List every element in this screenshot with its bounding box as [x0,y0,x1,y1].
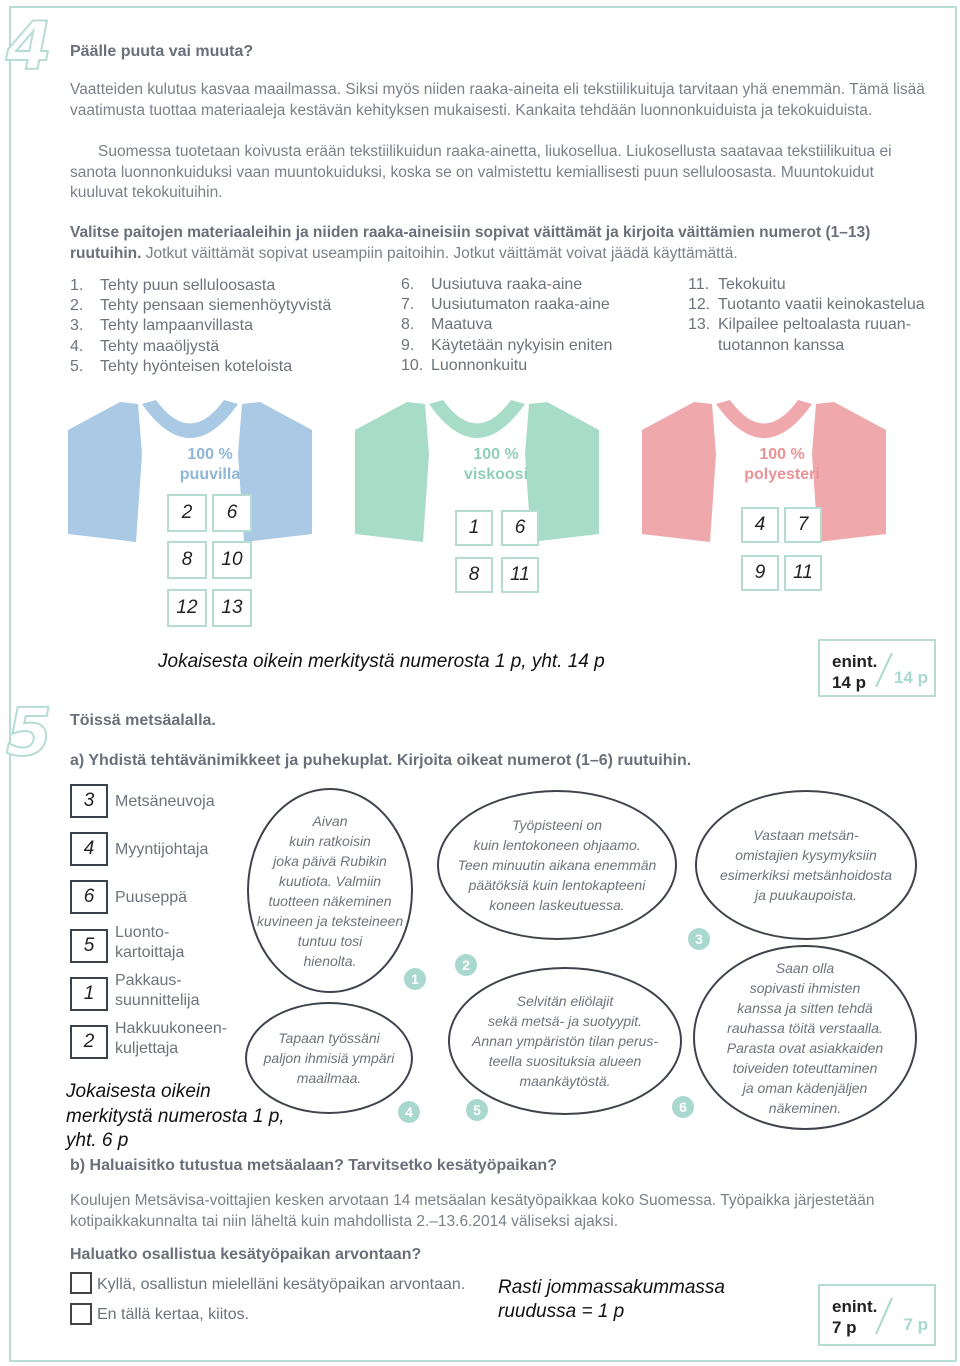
material-percent: 100 % [759,446,805,463]
statement-text: Käytetään nykyisin eniten [431,336,613,354]
statement-text: tuotannon kanssa [718,336,845,354]
role-label: Pakkaus- suunnittelija [115,972,200,1009]
statement-text: Uusiutumaton raaka-aine [431,296,610,314]
task-4-number: 4 [6,8,52,85]
task-4-score-box [818,639,936,697]
task-4-title: Päälle puuta vai muuta? [70,43,254,60]
speech-bubble [693,945,917,1130]
statement-number: 4. [70,337,84,355]
statement-item [688,275,925,295]
statement-item [401,275,612,295]
raffle-question: Haluatko osallistua kesätyöpaikan arvontaan? [70,1246,422,1263]
speech-bubble-text: Saan olla sopivasti ihmisten kanssa ja sitten tehdä rauhassa töitä verstaalla. Parasta ovat asiakkaiden toiveiden toteuttaminen ja oman kädenjäljen näkeminen. [726,959,884,1116]
material-name: polyesteri [744,466,820,483]
statement-item [401,315,612,335]
bubble-number-badge: 6 [672,1096,694,1118]
statement-text: Kilpailee peltoalasta ruuan- [718,316,912,334]
instruction-rest: Jotkut väittämät sopivat useampiin paitoihin. Jotkut väittämät voivat jäädä käyttämättä. [145,244,738,262]
statement-text: Tehty puun selluloosasta [100,277,276,294]
statement-number: 3. [70,317,84,335]
role-answer-box[interactable]: 3 [70,784,108,818]
bubble-number-badge: 2 [455,954,477,976]
answer-box[interactable]: 7 [784,507,822,543]
statement-number: 6. [401,276,415,293]
shirt-material-label [722,445,842,485]
speech-bubble-text: Selvitän eliölajit sekä metsä- ja suotyypit. Annan ympäristön tilan perus- teella suosituksia alueen maankäytöstä. [472,993,658,1089]
statement-text: Maatuva [431,316,493,334]
speech-bubble-text: Aivan kuin ratkoisin joka päivä Rubikin kuutiota. Valmiin tuotteen näkeminen kuvineen ja teksteineen tuntuu tosi hienolta. [256,812,404,969]
statement-number: 13. [688,316,711,334]
role-label: Puuseppä [115,889,188,906]
answer-box[interactable]: 6 [501,510,539,546]
checkbox-yes[interactable] [70,1272,92,1294]
statement-number: 8. [401,316,415,334]
shirt-left-sleeve [355,402,429,542]
statements-column-2 [401,275,612,376]
task-5-title: Töissä metsäalalla. [70,712,216,729]
material-name: viskoosi [463,466,529,483]
role-answer-box[interactable]: 1 [70,977,108,1011]
answer-box[interactable]: 1 [455,510,493,546]
statement-text: Uusiutuva raaka-aine [431,276,583,293]
score-max: 14 p [893,668,928,687]
statement-text: Tehty pensaan siemenhöytyvistä [100,297,332,315]
role-label: Myyntijohtaja [115,841,209,858]
statements-column-1 [70,276,331,377]
answer-box[interactable]: 8 [455,557,493,593]
shirt-left-sleeve [642,402,716,542]
statement-item [688,336,925,356]
task-5-part-b: b) Haluaisitko tutustua metsäalaan? Tarvitsetko kesätyöpaikan? [70,1157,557,1174]
score-line2: 7 p [832,1318,857,1337]
task-5-part-a: a) Yhdistä tehtävänimikkeet ja puhekuplat. Kirjoita oikeat numerot (1–6) ruutuihin. [70,752,692,769]
answer-box[interactable]: 9 [741,555,779,591]
statement-text: Tekokuitu [718,276,786,293]
role-label: Hakkuukoneen- kuljettaja [115,1020,228,1057]
score-label [832,1296,877,1338]
role-label: Metsäneuvoja [115,793,215,810]
material-name: puuvilla [179,466,241,483]
bubble-number-badge: 5 [466,1099,488,1121]
speech-bubble [437,790,677,940]
task-5-part-b-text: Koulujen Metsävisa-voittajien kesken arvotaan 14 metsäalan kesätyöpaikkaa koko Suomessa. Työpaikka järjestetään kotipaikkakunnalta tai niin läheltä kuin mahdollista 2.–13.6.2014 väliseksi ajaksi. [70,1192,875,1230]
speech-bubble-text: Työpisteeni on kuin lentokoneen ohjaamo. Teen minuutin aikana enemmän päätöksiä kuin lentokapteeni koneen laskeutuessa. [457,817,657,913]
speech-bubble [247,788,413,993]
answer-box[interactable]: 8 [167,541,207,579]
score-line1: enint. [832,652,878,671]
bubble-number-badge: 3 [688,928,710,950]
bubble-number-badge: 4 [398,1101,420,1123]
task-4-scoring-note: Jokaisesta oikein merkitystä numerosta 1 p, yht. 14 p [158,651,605,672]
statement-number: 12. [688,296,711,314]
answer-box[interactable]: 4 [741,507,779,543]
statement-text: Tuotanto vaatii keinokastelua [718,296,925,314]
task-4-intro-1: Vaatteiden kulutus kasvaa maailmassa. Siksi myös niiden raaka-aineita eli tekstiilikuituja tarvitaan yhä enemmän. Tämä lisää vaatimusta tuottaa materiaaleja kestävän kehityksen mukaisesti. Kankaita tehdään luonnonkuiduista ja tekokuiduista. [70,81,925,119]
score-slash [874,651,894,689]
speech-bubble [695,790,917,940]
statement-item [70,316,331,336]
statement-number: 7. [401,296,415,314]
statement-text: Tehty hyönteisen koteloista [100,357,293,375]
role-answer-box[interactable]: 2 [70,1025,108,1059]
statement-number: 5. [70,357,84,375]
statement-item [688,295,925,315]
answer-box[interactable]: 10 [212,541,252,579]
task-4-instruction [70,223,930,264]
statement-number: 1. [70,277,84,294]
answer-box[interactable]: 11 [501,557,539,593]
task-5-scoring-note: Jokaisesta oikein merkitystä numerosta 1 p, yht. 6 p [66,1081,285,1151]
shirt-left-sleeve [68,402,142,542]
checkbox-scoring-note: Rasti jommassakummassa ruudussa = 1 p [498,1277,725,1322]
material-percent: 100 % [187,446,233,463]
instruction-bold: Valitse paitojen materiaaleihin ja niiden raaka-aineisiin sopivat väittämät ja kirjoita väittämien numerot (1–13) ruutuihin. [70,224,871,262]
statement-item [401,336,612,356]
option-yes-label: Kyllä, osallistun mielelläni kesätyöpaikan arvontaan. [97,1276,466,1293]
statements-column-3 [688,275,925,356]
bubble-number-badge: 1 [404,968,426,990]
statement-text: Tehty lampaanvillasta [100,317,253,335]
checkbox-no[interactable] [70,1303,92,1325]
statement-text: Tehty maaöljystä [100,337,220,355]
role-answer-box[interactable]: 5 [70,929,108,963]
speech-bubble [448,967,682,1115]
statement-item [70,276,331,296]
answer-box[interactable]: 2 [167,494,207,532]
speech-bubble-text: Tapaan työssäni paljon ihmisiä ympäri maailmaa. [263,1030,395,1086]
statement-text: Luonnonkuitu [431,356,528,374]
statement-number: 2. [70,297,84,315]
statement-item [70,337,331,357]
statement-item [688,315,925,335]
answer-box[interactable]: 6 [212,494,252,532]
shirt-material-label [436,445,556,485]
answer-box[interactable]: 11 [784,555,822,591]
statement-number: 11. [688,276,710,293]
task-5-score-box [818,1284,936,1346]
role-answer-box[interactable]: 4 [70,832,108,866]
role-answer-box[interactable]: 6 [70,880,108,914]
statement-item [401,356,612,376]
score-line2: 14 p [832,673,867,692]
score-line1: enint. [832,1297,878,1316]
score-label [832,651,877,693]
role-label: Luonto- kartoittaja [115,924,185,961]
statement-item [70,296,331,316]
statement-number: 9. [401,336,415,354]
statement-item [401,295,612,315]
statement-item [70,357,331,377]
answer-box[interactable]: 12 [167,589,207,627]
score-max: 7 p [903,1315,928,1334]
score-slash [874,1296,894,1336]
statement-number: 10. [401,356,424,374]
task-5-number: 5 [6,694,52,771]
answer-box[interactable]: 13 [212,589,252,627]
speech-bubble-text: Vastaan metsän- omistajien kysymyksiin esimerkiksi metsänhoidosta ja puukaupoista. [720,827,892,903]
option-no-label: En tällä kertaa, kiitos. [97,1306,250,1323]
material-percent: 100 % [473,446,519,463]
task-4-intro-2: Suomessa tuotetaan koivusta erään tekstiilikuidun raaka-ainetta, liukosellua. Liukosellusta saatavaa tekstiilikuitua ei sanota luonnonkuiduksi vaan muuntokuiduksi, koska se on valmistettu kemiallisesti puun selluloosasta. Muuntokuidut kuuluvat tekokuituihin. [70,143,892,201]
shirt-material-label [150,445,270,485]
